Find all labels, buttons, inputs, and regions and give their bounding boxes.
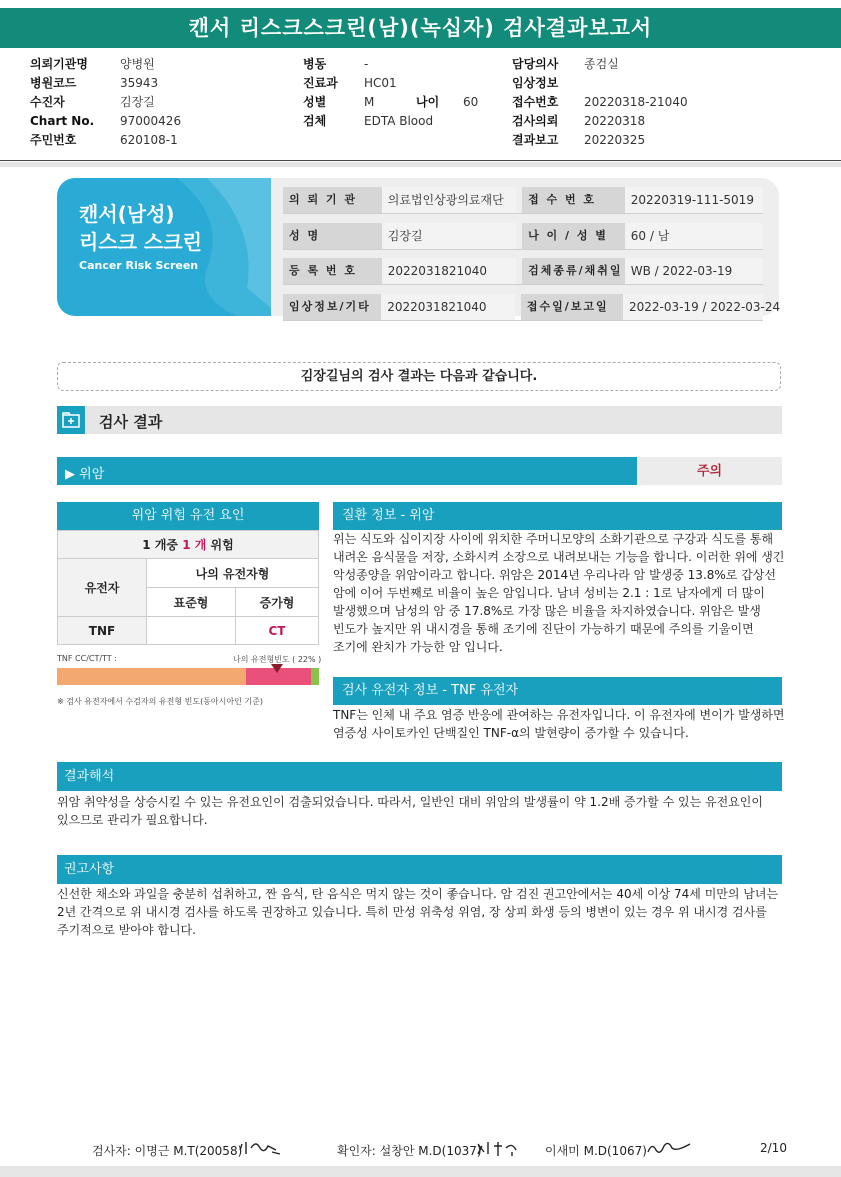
banner-title-2: 리스크 스크린	[79, 230, 202, 254]
patient-info-row	[283, 294, 781, 321]
standard-value	[147, 617, 236, 645]
interpretation-title: 결과해석	[57, 762, 782, 791]
patient-info-value: 2022-03-19 / 2022-03-24	[623, 294, 763, 320]
genotype-marker-icon	[271, 664, 283, 673]
header-col1	[30, 55, 270, 150]
confirmer2-signature	[646, 1136, 692, 1160]
text-line: 발생했으며 남성의 암 중 17.8%로 가장 많은 비율을 차지하였습니다. 위암은 발생	[333, 604, 761, 618]
cancer-risk-banner	[57, 178, 271, 316]
text-line: 2년 간격으로 위 내시경 검사를 하도록 권장하고 있습니다. 특히 만성 위축성 위염, 장 상피 화생 등의 병변이 있는 경우 위 내시경 검사를	[57, 905, 767, 919]
text-line: 주기적으로 받아야 합니다.	[57, 923, 196, 937]
header-field-label: 병원코드	[30, 76, 77, 90]
header-field	[303, 112, 503, 131]
gene-table-title: 위암 위험 유전 요인	[57, 502, 319, 530]
header-field	[30, 93, 270, 112]
header-field-label: 진료과	[303, 76, 338, 90]
header-field-value: M	[364, 95, 375, 109]
header-field-value: 20220325	[584, 133, 646, 147]
header-field	[512, 131, 752, 150]
gene-name: TNF	[58, 617, 147, 645]
header-field-label: Chart No.	[30, 114, 95, 128]
header-field	[30, 112, 270, 131]
confirmer-2: 이새미 M.D(1067)	[545, 1144, 647, 1158]
text-line: TNF는 인체 내 주요 염증 반응에 관여하는 유전자입니다. 이 유전자에 변이가 발생하면	[333, 708, 785, 722]
header-field	[30, 55, 270, 74]
header-field-label: 병동	[303, 57, 327, 71]
recommendation-title: 권고사항	[57, 855, 782, 884]
patient-info-value: 20220319-111-5019	[625, 187, 763, 213]
folder-plus-icon	[57, 406, 85, 434]
banner-subtitle: Cancer Risk Screen	[79, 259, 199, 272]
standard-header: 표준형	[147, 588, 236, 617]
header-field-value: 20220318-21040	[584, 95, 688, 109]
confirmer-signature	[474, 1136, 524, 1160]
patient-info-value: 김장길	[382, 223, 516, 249]
summary-post: 위험	[210, 538, 234, 552]
patient-info-value: 의료법인상광의료재단	[382, 187, 516, 213]
increase-value: CT	[236, 617, 319, 645]
header-field-label: 담당의사	[512, 57, 559, 71]
banner-title-1: 캔서(남성)	[79, 202, 175, 226]
header-field-value: 종검실	[584, 57, 619, 71]
patient-info-value: 2022031821040	[382, 258, 516, 284]
header-field	[303, 55, 503, 74]
cancer-name: ▶ 위암	[65, 467, 105, 482]
freq-right-label: 나의 유전형빈도 ( 22% )	[233, 655, 322, 664]
freq-segment	[311, 668, 319, 685]
header-field-value: 97000426	[120, 114, 182, 128]
header-field-value: 김장길	[120, 95, 155, 109]
freq-segment	[57, 668, 246, 685]
text-line: 빈도가 높지만 위 내시경을 통해 조기에 진단이 가능하기 때문에 주의를 기울이면	[333, 622, 754, 636]
header-field	[512, 74, 752, 93]
header-divider	[0, 160, 841, 161]
freq-note: ※ 검사 유전자에서 수검자의 유전형 빈도(동아시아인 기준)	[57, 697, 263, 706]
patient-info-row	[283, 187, 763, 214]
patient-info-value: WB / 2022-03-19	[625, 258, 763, 284]
header-field-value: 양병원	[120, 57, 155, 71]
confirmer: 확인자: 설창안 M.D(1037)	[337, 1144, 482, 1158]
section-icon-box	[57, 406, 85, 434]
section-bar	[57, 406, 782, 434]
patient-info-label: 접수일/보고일	[521, 294, 623, 320]
page-number: 2/10	[760, 1141, 787, 1155]
patient-info-label: 접 수 번 호	[522, 187, 625, 213]
cancer-status: 주의	[696, 464, 723, 479]
gene-table	[57, 530, 319, 645]
header-field-value: 620108-1	[120, 133, 178, 147]
text-line: 신선한 채소와 과일을 충분히 섭취하고, 짠 음식, 탄 음식은 먹지 않는 것이 좋습니다. 암 검진 권고안에서는 40세 이상 74세 미만의 남녀는	[57, 887, 779, 901]
text-line: 위암 취약성을 상승시킬 수 있는 유전요인이 검출되었습니다. 따라서, 일반인 대비 위암의 발생률이 약 1.2배 증가할 수 있는 유전요인이	[57, 795, 763, 809]
header-field-label: 검사의뢰	[512, 114, 559, 128]
gene-info-title: 검사 유전자 정보 - TNF 유전자	[333, 677, 782, 705]
header-field-label: 성별	[303, 95, 327, 109]
footer-strip	[0, 1166, 841, 1177]
my-type-header: 나의 유전자형	[147, 559, 319, 588]
text-line: 내려온 음식물을 저장, 소화시켜 소장으로 내려보내는 기능을 합니다. 이러한 위에 생긴	[333, 550, 785, 564]
cancer-status-box	[637, 457, 782, 485]
examiner: 검사자: 이명근 M.T(20058)	[92, 1144, 243, 1158]
recommendation-body	[57, 885, 785, 939]
summary-pre: 1 개중	[142, 538, 179, 552]
header-field	[512, 93, 752, 112]
interpretation-body	[57, 793, 785, 829]
patient-info-label: 성 명	[283, 223, 382, 249]
report-title: 캔서 리스크스크린(남)(녹십자) 검사결과보고서	[0, 8, 841, 48]
text-line: 암에 이어 두번째로 비율이 높은 암입니다. 남녀 성비는 2.1 : 1로 남자에게 더 많이	[333, 586, 765, 600]
patient-info-value: 60 / 남	[625, 223, 763, 249]
examiner-signature	[236, 1136, 286, 1160]
patient-info-table	[283, 187, 781, 329]
patient-info-label: 검체종류/채취일	[522, 258, 625, 284]
header-field	[303, 74, 503, 93]
patient-info-value: 2022031821040	[381, 294, 515, 320]
text-line: 악성종양을 위암이라고 합니다. 위암은 2014년 우리나라 암 발생중 13.8%로 갑상선	[333, 568, 776, 582]
result-notice: 김장길님의 검사 결과는 다음과 같습니다.	[57, 362, 781, 391]
text-line: 염증성 사이토카인 단백질인 TNF-α의 발현량이 증가할 수 있습니다.	[333, 726, 689, 740]
section-title: 검사 결과	[99, 413, 163, 431]
header-field-value: 35943	[120, 76, 159, 90]
header-field-value: -	[364, 57, 369, 71]
disease-info-title: 질환 정보 - 위암	[333, 502, 782, 530]
header-divider-shadow	[0, 162, 841, 167]
disease-info-body	[333, 530, 785, 656]
gene-summary	[58, 531, 319, 559]
patient-info-row	[283, 223, 763, 250]
header-field-value: EDTA Blood	[364, 114, 434, 128]
patient-info-row	[283, 258, 763, 285]
patient-info-label: 나 이 / 성 별	[522, 223, 625, 249]
freq-left-label: TNF CC/CT/TT :	[57, 654, 117, 663]
age-field	[416, 93, 478, 112]
header-field-label: 주민번호	[30, 133, 77, 147]
patient-info-label: 의 뢰 기 관	[283, 187, 382, 213]
summary-count: 1 개	[182, 538, 207, 552]
age-label: 나이	[416, 95, 440, 109]
header-col3	[512, 55, 752, 150]
patient-info-label: 임상정보/기타	[283, 294, 381, 320]
header-field-label: 임상정보	[512, 76, 559, 90]
increase-header: 증가형	[236, 588, 319, 617]
text-line: 위는 식도와 십이지장 사이에 위치한 주머니모양의 소화기관으로 구강과 식도를 통해	[333, 532, 774, 546]
header-field	[512, 55, 752, 74]
header-field-label: 접수번호	[512, 95, 559, 109]
header-field-label: 수진자	[30, 95, 65, 109]
header-field	[30, 131, 270, 150]
text-line: 조기에 완치가 가능한 암 입니다.	[333, 640, 503, 654]
header-field-label: 검체	[303, 114, 327, 128]
gene-header: 유전자	[58, 559, 147, 617]
gene-info-body	[333, 706, 785, 742]
header-field-label: 의뢰기관명	[30, 57, 88, 71]
text-line: 있으므로 관리가 필요합니다.	[57, 813, 208, 827]
cancer-name-bar	[57, 457, 637, 485]
header-field	[512, 112, 752, 131]
patient-info-label: 등 록 번 호	[283, 258, 382, 284]
age-value: 60	[463, 95, 479, 109]
header-field-value: 20220318	[584, 114, 646, 128]
header-field-value: HC01	[364, 76, 397, 90]
header-field-label: 결과보고	[512, 133, 559, 147]
header-field	[30, 74, 270, 93]
